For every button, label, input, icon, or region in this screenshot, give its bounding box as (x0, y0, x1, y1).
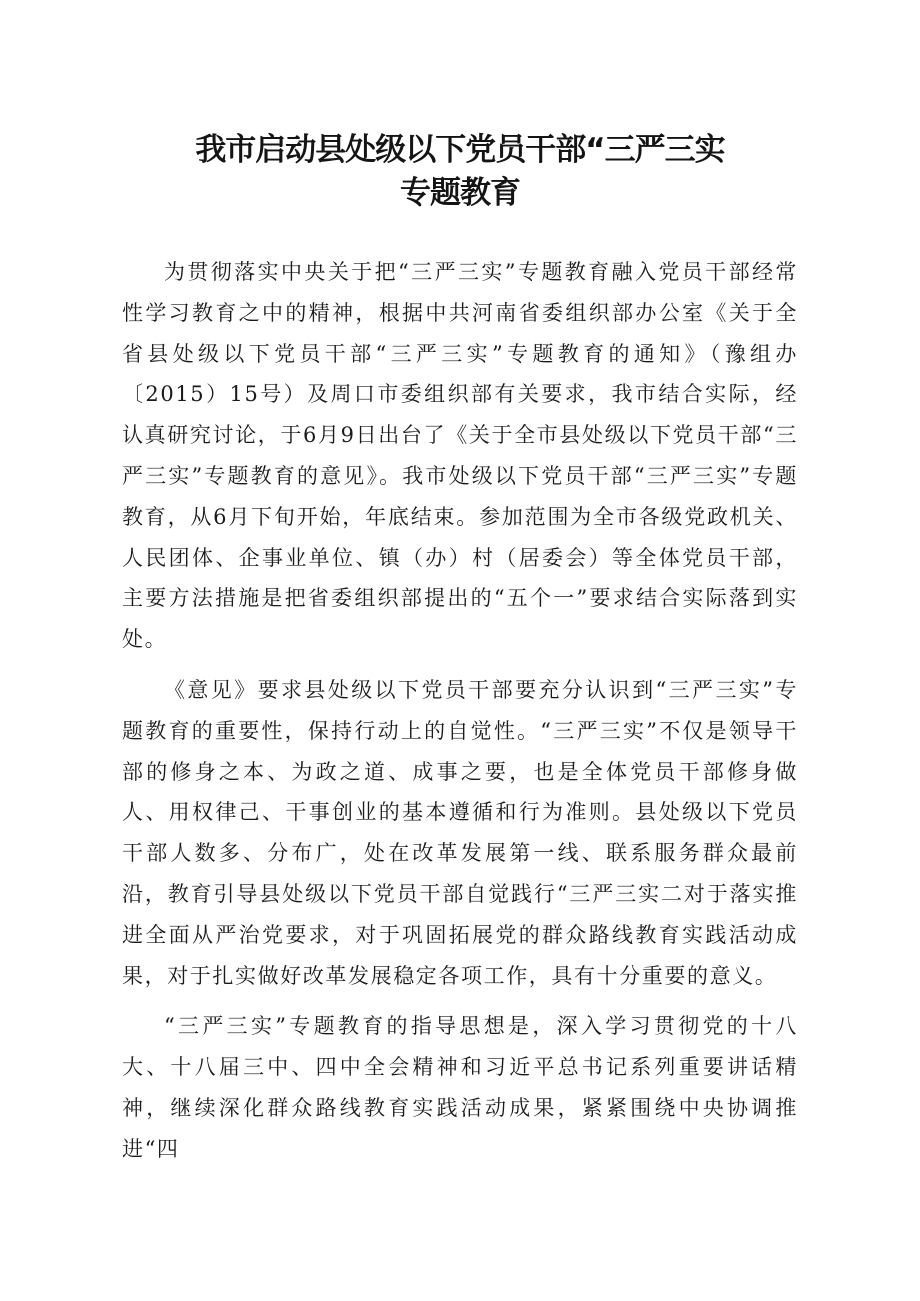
paragraph: 为贯彻落实中央关于把“三严三实”专题教育融入党员干部经常性学习教育之中的精神，根据中共河南省委组织部办公室《关于全省县处级以下党员干部“三严三实”专题教育的通知》（豫组办〔2015）15号）及周口市委组织部有关要求，我市结合实际，经认真研究讨论，于6月9日出台了《关于全市县处级以下党员干部“三严三实”专题教育的意见》。我市处级以下党员干部“三严三实”专题教育，从6月下旬开始，年底结束。参加范围为全市各级党政机关、人民团体、企事业单位、镇（办）村（居委会）等全体党员干部，主要方法措施是把省委组织部提出的“五个一”要求结合实际落到实处。 (122, 260, 798, 652)
paragraph: 《意见》要求县处级以下党员干部要充分认识到“三严三实”专题教育的重要性，保持行动上的自觉性。“三严三实”不仅是领导干部的修身之本、为政之道、成事之要，也是全体党员干部修身做人、用权律己、干事创业的基本遵循和行为准则。县处级以下党员干部人数多、分布广，处在改革发展第一线、联系服务群众最前沿，教育引导县处级以下党员干部自觉践行“三严三实二对于落实推进全面从严治党要求，对于巩固拓展党的群众路线教育实践活动成果，对于扎实做好改革发展稳定各项工作，具有十分重要的意义。 (122, 677, 798, 988)
paragraph: “三严三实”专题教育的指导思想是，深入学习贯彻党的十八大、十八届三中、四中全会精神和习近平总书记系列重要讲话精神，继续深化群众路线教育实践活动成果，紧紧围绕中央协调推进“四 (122, 1014, 798, 1161)
document-title-line-2: 专题教育 (400, 175, 520, 211)
document-body (122, 252, 798, 1180)
document-title-line-1: 我市启动县处级以下党员干部“三严三实 (195, 132, 725, 168)
